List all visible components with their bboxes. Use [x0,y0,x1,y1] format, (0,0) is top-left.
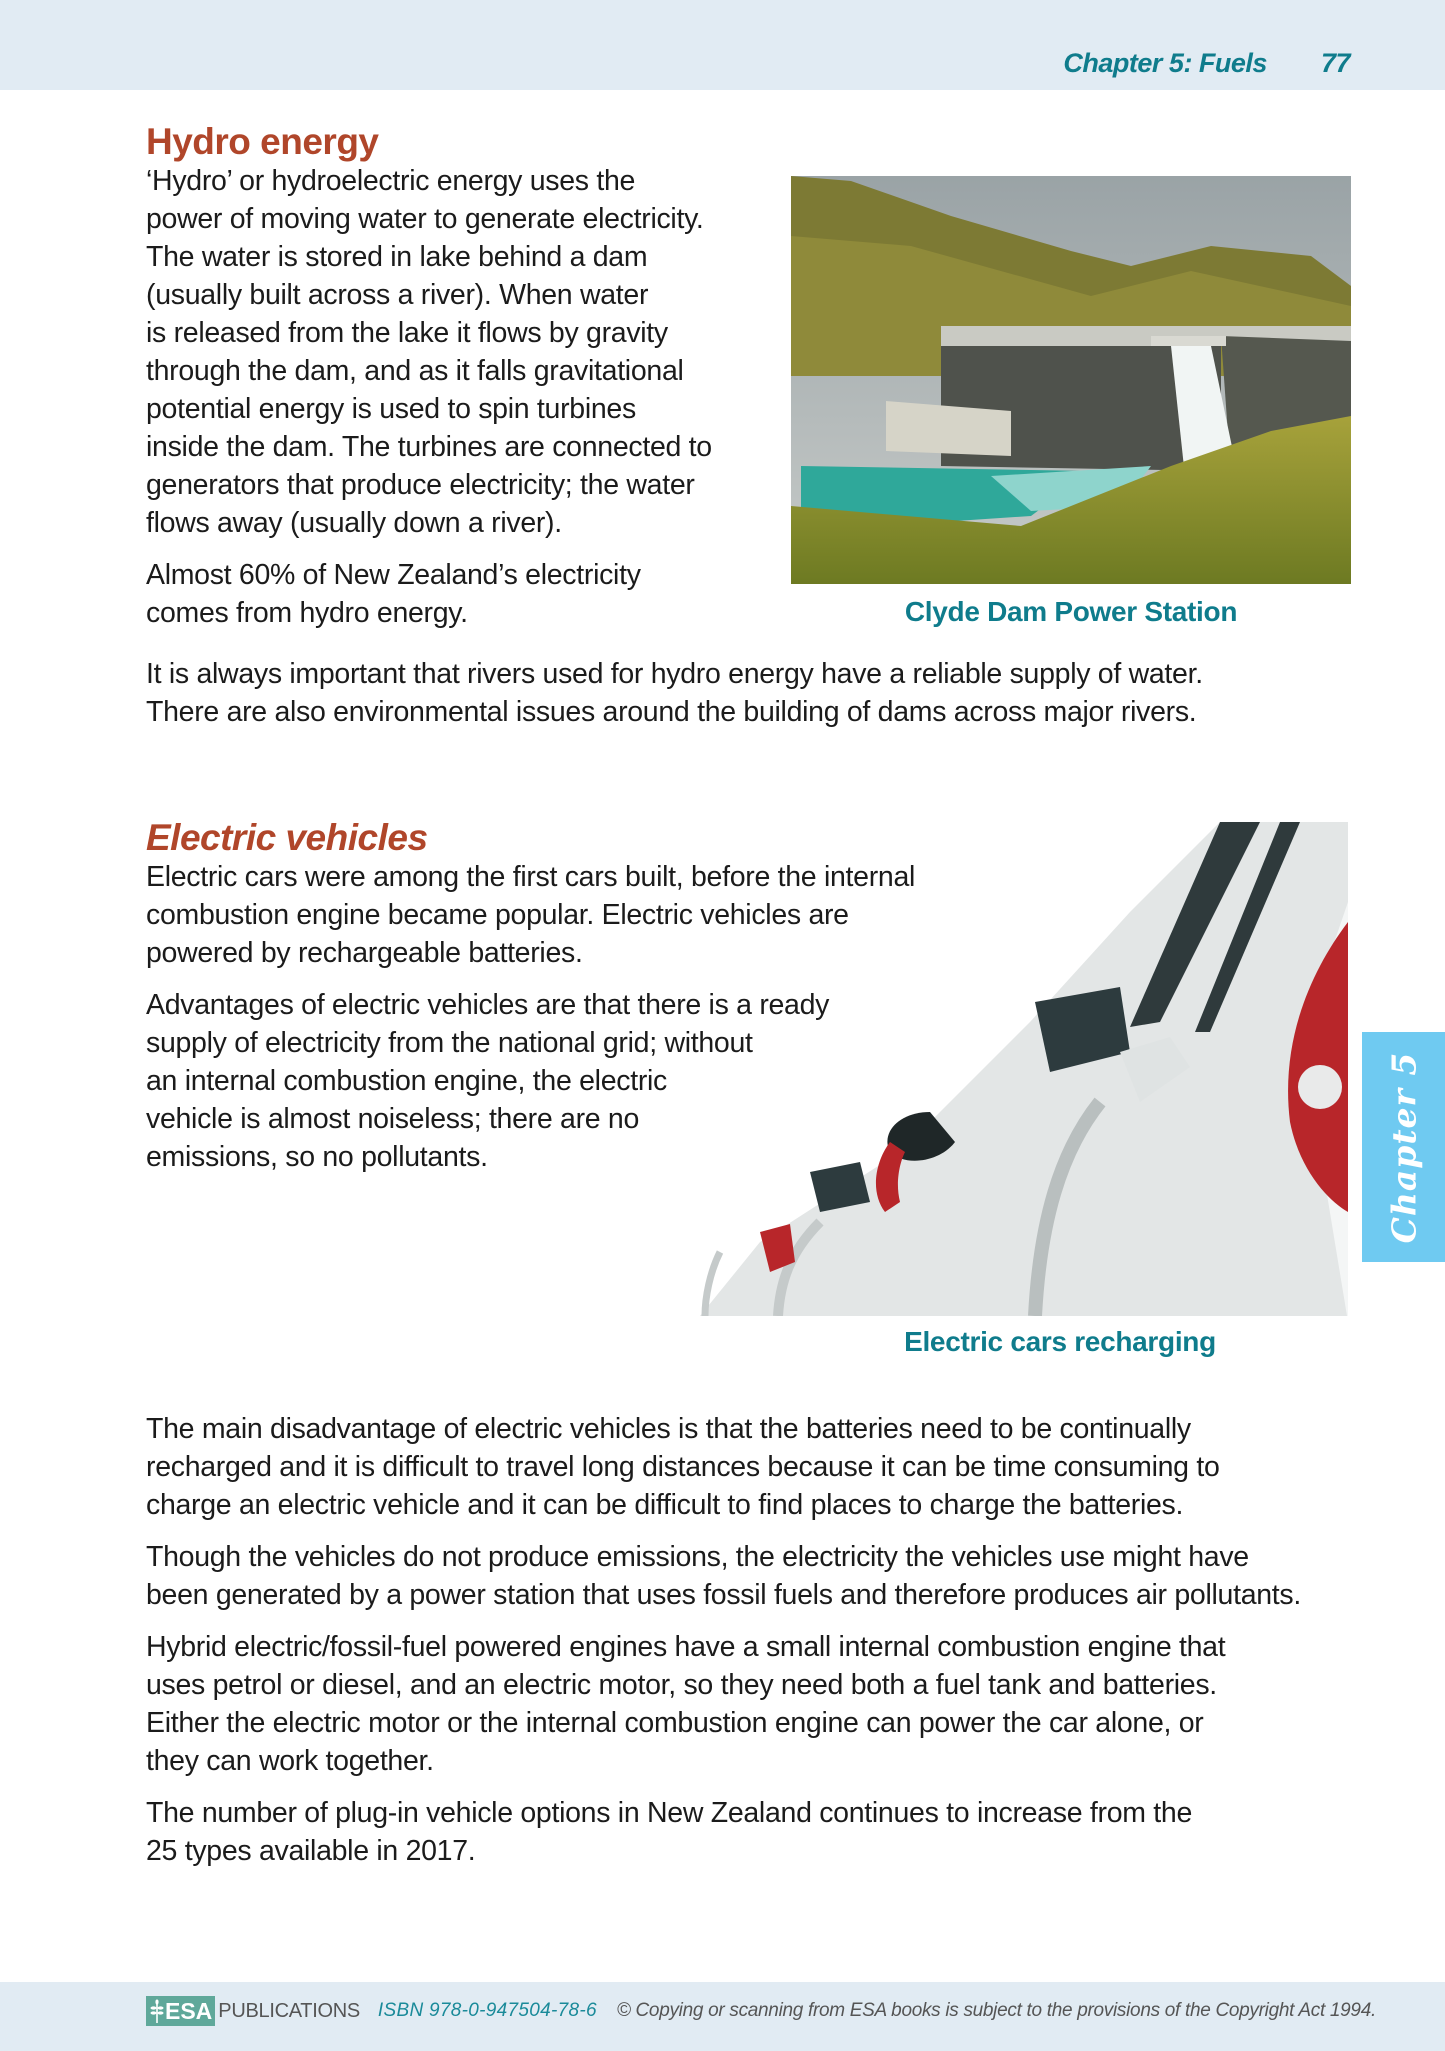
ev-body-lower [146,1410,1376,1884]
ev-para-3: The main disadvantage of electric vehicles is that the batteries need to be continually recharged and it is difficult to travel long distances because it can be time consuming to charge an electric vehicle and it can be difficult to find places to charge the batteries. [146,1413,1220,1521]
ev-para-5: Hybrid electric/fossil-fuel powered engines have a small internal combustion engine that uses petrol or diesel, and an electric motor, so they need both a fuel tank and batteries. Either the electric motor or the internal combustion engine can power the car alone, or they can work together. [146,1631,1226,1777]
ev-para-6: The number of plug-in vehicle options in New Zealand continues to increase from the 25 types available in 2017. [146,1797,1193,1867]
hydro-section [146,120,786,646]
dam-caption: Clyde Dam Power Station [904,596,1238,627]
esa-logo-text: ESA [165,1997,213,2024]
chapter-side-tab[interactable] [1362,1032,1445,1262]
esa-logo [146,1996,215,2026]
chapter-title: Chapter 5: Fuels [1063,48,1267,78]
ev-caption: Electric cars recharging [904,1326,1216,1357]
ev-image-icon [700,822,1348,1316]
page-number: 77 [1320,48,1350,78]
footer [146,1996,1376,2026]
running-head [1063,48,1350,79]
dam-image-icon [791,176,1351,584]
plant-icon [149,1999,165,2023]
ev-para-4: Though the vehicles do not produce emissions, the electricity the vehicles use might have been generated by a power station that uses fossil fuels and therefore produces air pollutants. [146,1541,1301,1611]
hydro-para-3: It is always important that rivers used for hydro energy have a reliable supply of water. There are also environmental issues around the building of dams across major rivers. [146,658,1203,728]
copyright-notice: © Copying or scanning from ESA books is subject to the provisions of the Copyright Act 1994. [616,2000,1376,2021]
hydro-para-2: Almost 60% of New Zealand’s electricity comes from hydro energy. [146,559,641,629]
isbn: ISBN 978-0-947504-78-6 [377,2000,597,2021]
ev-para-1: Electric cars were among the first cars built, before the internal combustion engine became popular. Electric vehicles are powered by rechargeable batteries. [146,861,916,969]
hydro-heading: Hydro energy [146,121,379,162]
ev-para-2: Advantages of electric vehicles are that there is a ready supply of electricity from the national grid; without an internal combustion engine, the electric vehicle is almost noiseless; there are no emissions, so no pollutants. [146,989,830,1173]
ev-heading: Electric vehicles [146,817,428,858]
publisher-name: PUBLICATIONS [218,1999,360,2022]
chapter-side-tab-label: Chapter 5 [1384,1051,1424,1243]
ev-charging-photo [700,822,1348,1316]
hydro-para-1: ‘Hydro’ or hydroelectric energy uses the power of moving water to generate electricity. The water is stored in lake behind a dam (usually built across a river). When water is released from the lake it flows by gravity through the dam, and as it falls gravitational potential energy is used to spin turbines inside the dam. The turbines are connected to generators that produce electricity; the water flows away (usually down a river). [146,165,712,539]
clyde-dam-photo [791,176,1351,584]
